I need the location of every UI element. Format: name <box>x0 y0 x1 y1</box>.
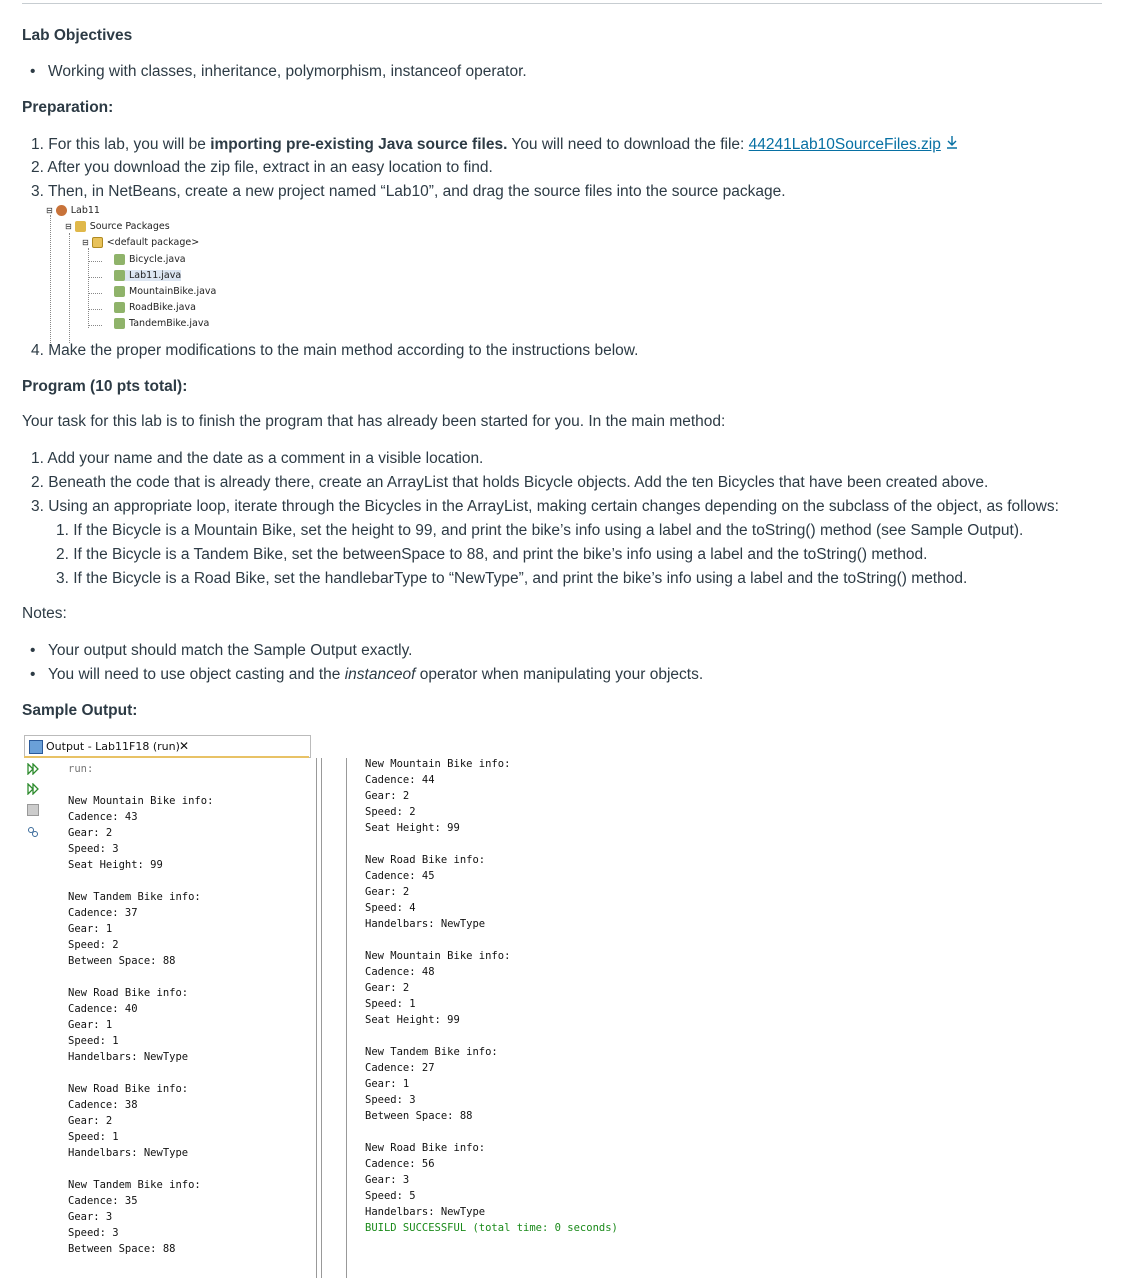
output-toolbar <box>24 758 42 1266</box>
heading-lab-objectives: Lab Objectives <box>22 27 133 44</box>
prep-bold-text: importing pre-existing Java source files. <box>210 136 508 153</box>
console-line: Seat Height: 99 <box>68 859 163 871</box>
console-line: Handelbars: NewType <box>365 1206 486 1218</box>
tree-file[interactable] <box>114 286 216 297</box>
java-file-icon <box>114 318 125 329</box>
console-line: Cadence: 44 <box>365 774 435 786</box>
console-line: Speed: 2 <box>365 806 416 818</box>
console-line: Gear: 2 <box>68 827 113 839</box>
task-2-text: Beneath the code that is already there, create an ArrayList that holds Bicycle objects. Add the ten Bicycles that have been created above. <box>48 474 989 491</box>
heading-preparation: Preparation: <box>22 99 114 116</box>
task-1-text: Add your name and the date as a comment in a visible location. <box>47 450 484 467</box>
console-line: Seat Height: 99 <box>365 822 460 834</box>
console-line: Gear: 1 <box>68 923 113 935</box>
prep-step-2-text: After you download the zip file, extract in an easy location to find. <box>47 159 493 176</box>
console-line: Gear: 2 <box>365 790 410 802</box>
java-file-icon <box>114 270 125 281</box>
objective-item: • Working with classes, inheritance, polymorphism, instanceof operator. <box>48 63 527 81</box>
console-line: New Road Bike info: <box>365 854 486 866</box>
tree-file-label: Lab11.java <box>129 270 182 281</box>
task-3: 3. Using an appropriate loop, iterate through the Bicycles in the ArrayList, making certain changes depending on the subclass of the object, as follows: <box>31 498 1059 515</box>
tree-source-packages-label: Source Packages <box>89 221 170 232</box>
console-line: New Tandem Bike info: <box>365 1046 498 1058</box>
console-line: Speed: 3 <box>365 1094 416 1106</box>
package-icon <box>92 237 103 248</box>
tree-file-label: MountainBike.java <box>129 286 217 297</box>
console-line: Cadence: 40 <box>68 1003 138 1015</box>
console-line: Gear: 2 <box>365 886 410 898</box>
console-line: New Tandem Bike info: <box>68 891 201 903</box>
console-line: Speed: 4 <box>365 902 416 914</box>
prep-step-3-text: Then, in NetBeans, create a new project named “Lab10”, and drag the source files into the source package. <box>47 183 786 200</box>
pane-divider <box>316 758 317 1278</box>
console-line: Cadence: 45 <box>365 870 435 882</box>
console-line: Speed: 3 <box>68 843 119 855</box>
tree-file[interactable] <box>114 254 186 265</box>
console-line: Gear: 1 <box>68 1019 113 1031</box>
console-line: Between Space: 88 <box>365 1110 473 1122</box>
heading-program: Program (10 pts total): <box>22 378 188 395</box>
console-line: Speed: 3 <box>68 1227 119 1239</box>
subtask-2: 2. If the Bicycle is a Tandem Bike, set the betweenSpace to 88, and print the bike’s info using a label and the toString() method. <box>56 546 928 563</box>
subtask-2-text: If the Bicycle is a Tandem Bike, set the betweenSpace to 88, and print the bike’s info using a label and the toString() method. <box>73 546 928 563</box>
note-text-2: operator when manipulating your objects. <box>415 666 704 683</box>
console-line: Speed: 5 <box>365 1190 416 1202</box>
console-line: Handelbars: NewType <box>365 918 486 930</box>
subtask-1: 1. If the Bicycle is a Mountain Bike, set the height to 99, and print the bike’s info using a label and the toString() method (see Sample Output). <box>56 522 1024 539</box>
note-text: You will need to use object casting and the <box>48 666 345 683</box>
tree-source-packages[interactable]: ⊟ Source Packages <box>65 221 170 232</box>
output-window-icon <box>29 740 43 754</box>
console-line: Cadence: 43 <box>68 811 138 823</box>
console-line: New Mountain Bike info: <box>365 950 511 962</box>
build-status: BUILD SUCCESSFUL (total time: 0 seconds) <box>365 1222 618 1234</box>
tree-file-label: TandemBike.java <box>129 318 210 329</box>
tree-default-package-label: <default package> <box>106 237 200 248</box>
task-3-text: Using an appropriate loop, iterate through the Bicycles in the ArrayList, making certain changes depending on the subclass of the object, as follows: <box>48 498 1059 515</box>
console-line: Cadence: 35 <box>68 1195 138 1207</box>
console-line: Gear: 3 <box>365 1174 410 1186</box>
console-line: New Mountain Bike info: <box>365 758 511 770</box>
console-line: Between Space: 88 <box>68 1243 176 1255</box>
console-line: New Tandem Bike info: <box>68 1179 201 1191</box>
note-emphasis: instanceof <box>344 666 416 683</box>
settings-icon[interactable] <box>27 826 39 838</box>
console-line: Cadence: 56 <box>365 1158 435 1170</box>
console-line: Speed: 2 <box>68 939 119 951</box>
console-line: Cadence: 38 <box>68 1099 138 1111</box>
stop-icon[interactable] <box>27 804 39 816</box>
console-line: Gear: 1 <box>365 1078 410 1090</box>
console-line: Between Space: 88 <box>68 955 176 967</box>
console-line: Cadence: 48 <box>365 966 435 978</box>
console-line: Speed: 1 <box>68 1131 119 1143</box>
tree-project-label: Lab11 <box>70 205 100 216</box>
rerun-icon[interactable] <box>27 763 39 775</box>
tab-underline <box>24 756 309 758</box>
console-line: run: <box>68 763 94 775</box>
console-line: Gear: 3 <box>68 1211 113 1223</box>
tree-file[interactable] <box>114 318 209 329</box>
console-line: New Mountain Bike info: <box>68 795 214 807</box>
source-zip-link[interactable]: 44241Lab10SourceFiles.zip <box>748 136 941 153</box>
rerun-with-params-icon[interactable] <box>27 783 39 795</box>
console-line: New Road Bike info: <box>68 1083 189 1095</box>
output-tab-title: Output - Lab11F18 (run) <box>46 740 180 753</box>
console-line: Cadence: 27 <box>365 1062 435 1074</box>
prep-step-1: 1. For this lab, you will be importing pre-existing Java source files. You will need to download the file: 44241Lab10SourceFiles.zip <box>31 135 959 154</box>
folder-icon <box>75 221 86 232</box>
note-item <box>48 666 703 684</box>
console-line: Seat Height: 99 <box>365 1014 460 1026</box>
subtask-3-text: If the Bicycle is a Road Bike, set the handlebarType to “NewType”, and print the bike’s info using a label and the toString() method. <box>73 570 968 587</box>
prep-step-3: 3. Then, in NetBeans, create a new project named “Lab10”, and drag the source files into the source package. <box>31 183 786 200</box>
pane-divider <box>321 758 322 1278</box>
console-line: New Road Bike info: <box>365 1142 486 1154</box>
java-file-icon <box>114 286 125 297</box>
prep-step-4: 4. Make the proper modifications to the main method according to the instructions below. <box>31 342 639 359</box>
tree-project[interactable]: ⊟ Lab11 <box>46 205 100 216</box>
heading-sample-output: Sample Output: <box>22 702 138 719</box>
prep-text: For this lab, you will be <box>48 136 211 153</box>
subtask-3: 3. If the Bicycle is a Road Bike, set the handlebarType to “NewType”, and print the bike’s info using a label and the toString() method. <box>56 570 968 587</box>
tree-file-label: RoadBike.java <box>129 302 196 313</box>
prep-step-2: 2. After you download the zip file, extract in an easy location to find. <box>31 159 493 176</box>
console-line: Handelbars: NewType <box>68 1051 189 1063</box>
subtask-1-text: If the Bicycle is a Mountain Bike, set the height to 99, and print the bike’s info using a label and the toString() method (see Sample Output). <box>73 522 1024 539</box>
tree-file[interactable] <box>114 302 196 313</box>
console-line: Gear: 2 <box>68 1115 113 1127</box>
console-line: Handelbars: NewType <box>68 1147 189 1159</box>
console-line: Speed: 1 <box>68 1035 119 1047</box>
project-tree <box>44 203 284 343</box>
console-line: Speed: 1 <box>365 998 416 1010</box>
tree-file[interactable] <box>114 270 181 281</box>
java-file-icon <box>114 254 125 265</box>
prep-step-4-text: Make the proper modifications to the main method according to the instructions below. <box>48 342 639 359</box>
pane-divider <box>346 758 347 1278</box>
console-line: Gear: 2 <box>365 982 410 994</box>
java-file-icon <box>114 302 125 313</box>
close-icon[interactable]: ✕ <box>179 739 190 753</box>
project-icon <box>56 205 67 216</box>
output-tab[interactable] <box>24 735 311 758</box>
task-2: 2. Beneath the code that is already there, create an ArrayList that holds Bicycle objects. Add the ten Bicycles that have been created above. <box>31 474 989 491</box>
console-line: Cadence: 37 <box>68 907 138 919</box>
console-line: New Road Bike info: <box>68 987 189 999</box>
program-intro: Your task for this lab is to finish the program that has already been started for you. In the main method: <box>22 413 726 430</box>
tree-default-package[interactable]: ⊟ <default package> <box>82 237 200 248</box>
prep-text-2: You will need to download the file: <box>507 136 749 153</box>
tree-file-label: Bicycle.java <box>129 254 186 265</box>
download-icon[interactable] <box>945 135 959 152</box>
top-divider <box>22 3 1102 4</box>
output-window <box>24 735 1126 1277</box>
task-1: 1. Add your name and the date as a comment in a visible location. <box>31 450 484 467</box>
heading-notes: Notes: <box>22 605 67 622</box>
note-item: • Your output should match the Sample Output exactly. <box>48 642 412 660</box>
